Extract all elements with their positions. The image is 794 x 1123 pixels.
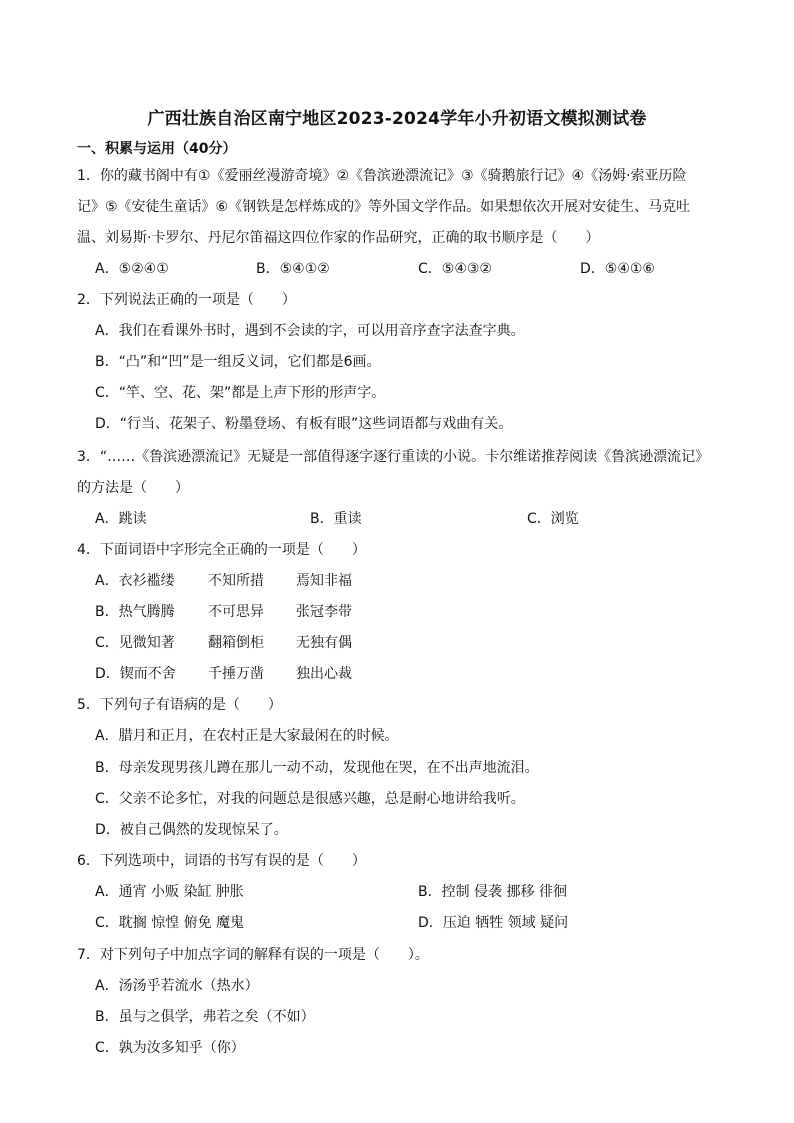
q5-stem: 5．下列句子有语病的是（ ） <box>77 697 282 713</box>
q6-option-b: B．控制 侵袭 挪移 徘徊 <box>418 884 567 900</box>
q1-option-d: D．⑤④①⑥ <box>580 261 655 277</box>
q6-option-c: C．耽搁 惊惶 俯免 魔鬼 <box>95 915 245 931</box>
q3-line-1: 3．“……《鲁滨逊漂流记》无疑是一部值得逐字逐行重读的小说。卡尔维诺推荐阅读《鲁滨逊漂流记》 <box>77 449 710 465</box>
q4-stem: 4．下面词语中字形完全正确的一项是（ ） <box>77 542 366 558</box>
q4-a-word-1: A．衣衫褴缕 <box>95 573 175 589</box>
q4-d-word-3: 独出心裁 <box>296 666 352 682</box>
q1-option-b: B．⑤④①② <box>256 261 330 277</box>
q2-stem: 2．下列说法正确的一项是（ ） <box>77 292 296 308</box>
q7-option-b: B．虽与之俱学，弗若之矣（不如） <box>95 1009 315 1025</box>
q1-line-3: 温、刘易斯·卡罗尔、丹尼尔笛福这四位作家的作品研究，正确的取书顺序是（ ） <box>77 230 600 246</box>
q5-option-c: C．父亲不论多忙，对我的问题总是很感兴趣，总是耐心地讲给我听。 <box>95 791 525 807</box>
q1-line-1: 1．你的藏书阁中有①《爱丽丝漫游奇境》②《鲁滨逊漂流记》③《骑鹅旅行记》④《汤姆·索亚历险 <box>77 168 687 184</box>
q7-option-a: A．汤汤乎若流水（热水） <box>95 978 259 994</box>
q3-option-c: C．浏览 <box>527 511 579 527</box>
page-title: 广西壮族自治区南宁地区2023-2024学年小升初语文模拟测试卷 <box>147 109 647 129</box>
q6-option-a: A．通宵 小贩 染缸 肿胀 <box>95 884 244 900</box>
q7-stem: 7．对下列句子中加点字词的解释有误的一项是（ ）。 <box>77 947 429 963</box>
q4-a-word-2: 不知所措 <box>208 573 264 589</box>
q3-option-b: B．重读 <box>310 511 362 527</box>
q3-option-a: A．跳读 <box>95 511 147 527</box>
q7-option-c: C．孰为汝多知乎（你） <box>95 1040 245 1056</box>
q4-b-word-3: 张冠李带 <box>296 604 352 620</box>
q4-d-word-1: D．锲而不舍 <box>95 666 176 682</box>
q4-a-word-3: 焉知非福 <box>296 573 352 589</box>
q5-option-a: A．腊月和正月，在农村正是大家最闲在的时候。 <box>95 728 399 744</box>
q4-c-word-2: 翻箱倒柜 <box>208 635 264 651</box>
q3-line-2: 的方法是（ ） <box>77 480 189 496</box>
q1-option-c: C．⑤④③② <box>418 261 492 277</box>
q2-option-b: B．“凸”和“凹”是一组反义词，它们都是6画。 <box>95 354 381 370</box>
q5-option-b: B．母亲发现男孩儿蹲在那儿一动不动，发现他在哭，在不出声地流泪。 <box>95 760 539 776</box>
q1-option-a: A．⑤②④① <box>95 261 169 277</box>
q4-c-word-1: C．见微知著 <box>95 635 175 651</box>
q2-option-d: D．“行当、花架子、粉墨登场、有板有眼”这些词语都与戏曲有关。 <box>95 416 513 432</box>
section-heading: 一、积累与运用（40分） <box>77 141 237 157</box>
q6-stem: 6．下列选项中，词语的书写有误的是（ ） <box>77 853 366 869</box>
q6-option-d: D．压迫 牺牲 领域 疑问 <box>418 915 569 931</box>
q2-option-c: C．“竿、空、花、架”都是上声下形的形声字。 <box>95 385 386 401</box>
q4-d-word-2: 千捶万凿 <box>208 666 264 682</box>
q5-option-d: D．被自己偶然的发现惊呆了。 <box>95 822 288 838</box>
q1-line-2: 记》⑤《安徒生童话》⑥《钢铁是怎样炼成的》等外国文学作品。如果想依次开展对安徒生、马克吐 <box>77 199 691 215</box>
q4-b-word-2: 不可思异 <box>208 604 264 620</box>
q4-c-word-3: 无独有偶 <box>296 635 352 651</box>
q4-b-word-1: B．热气腾腾 <box>95 604 175 620</box>
q2-option-a: A．我们在看课外书时，遇到不会读的字，可以用音序查字法查字典。 <box>95 323 525 339</box>
